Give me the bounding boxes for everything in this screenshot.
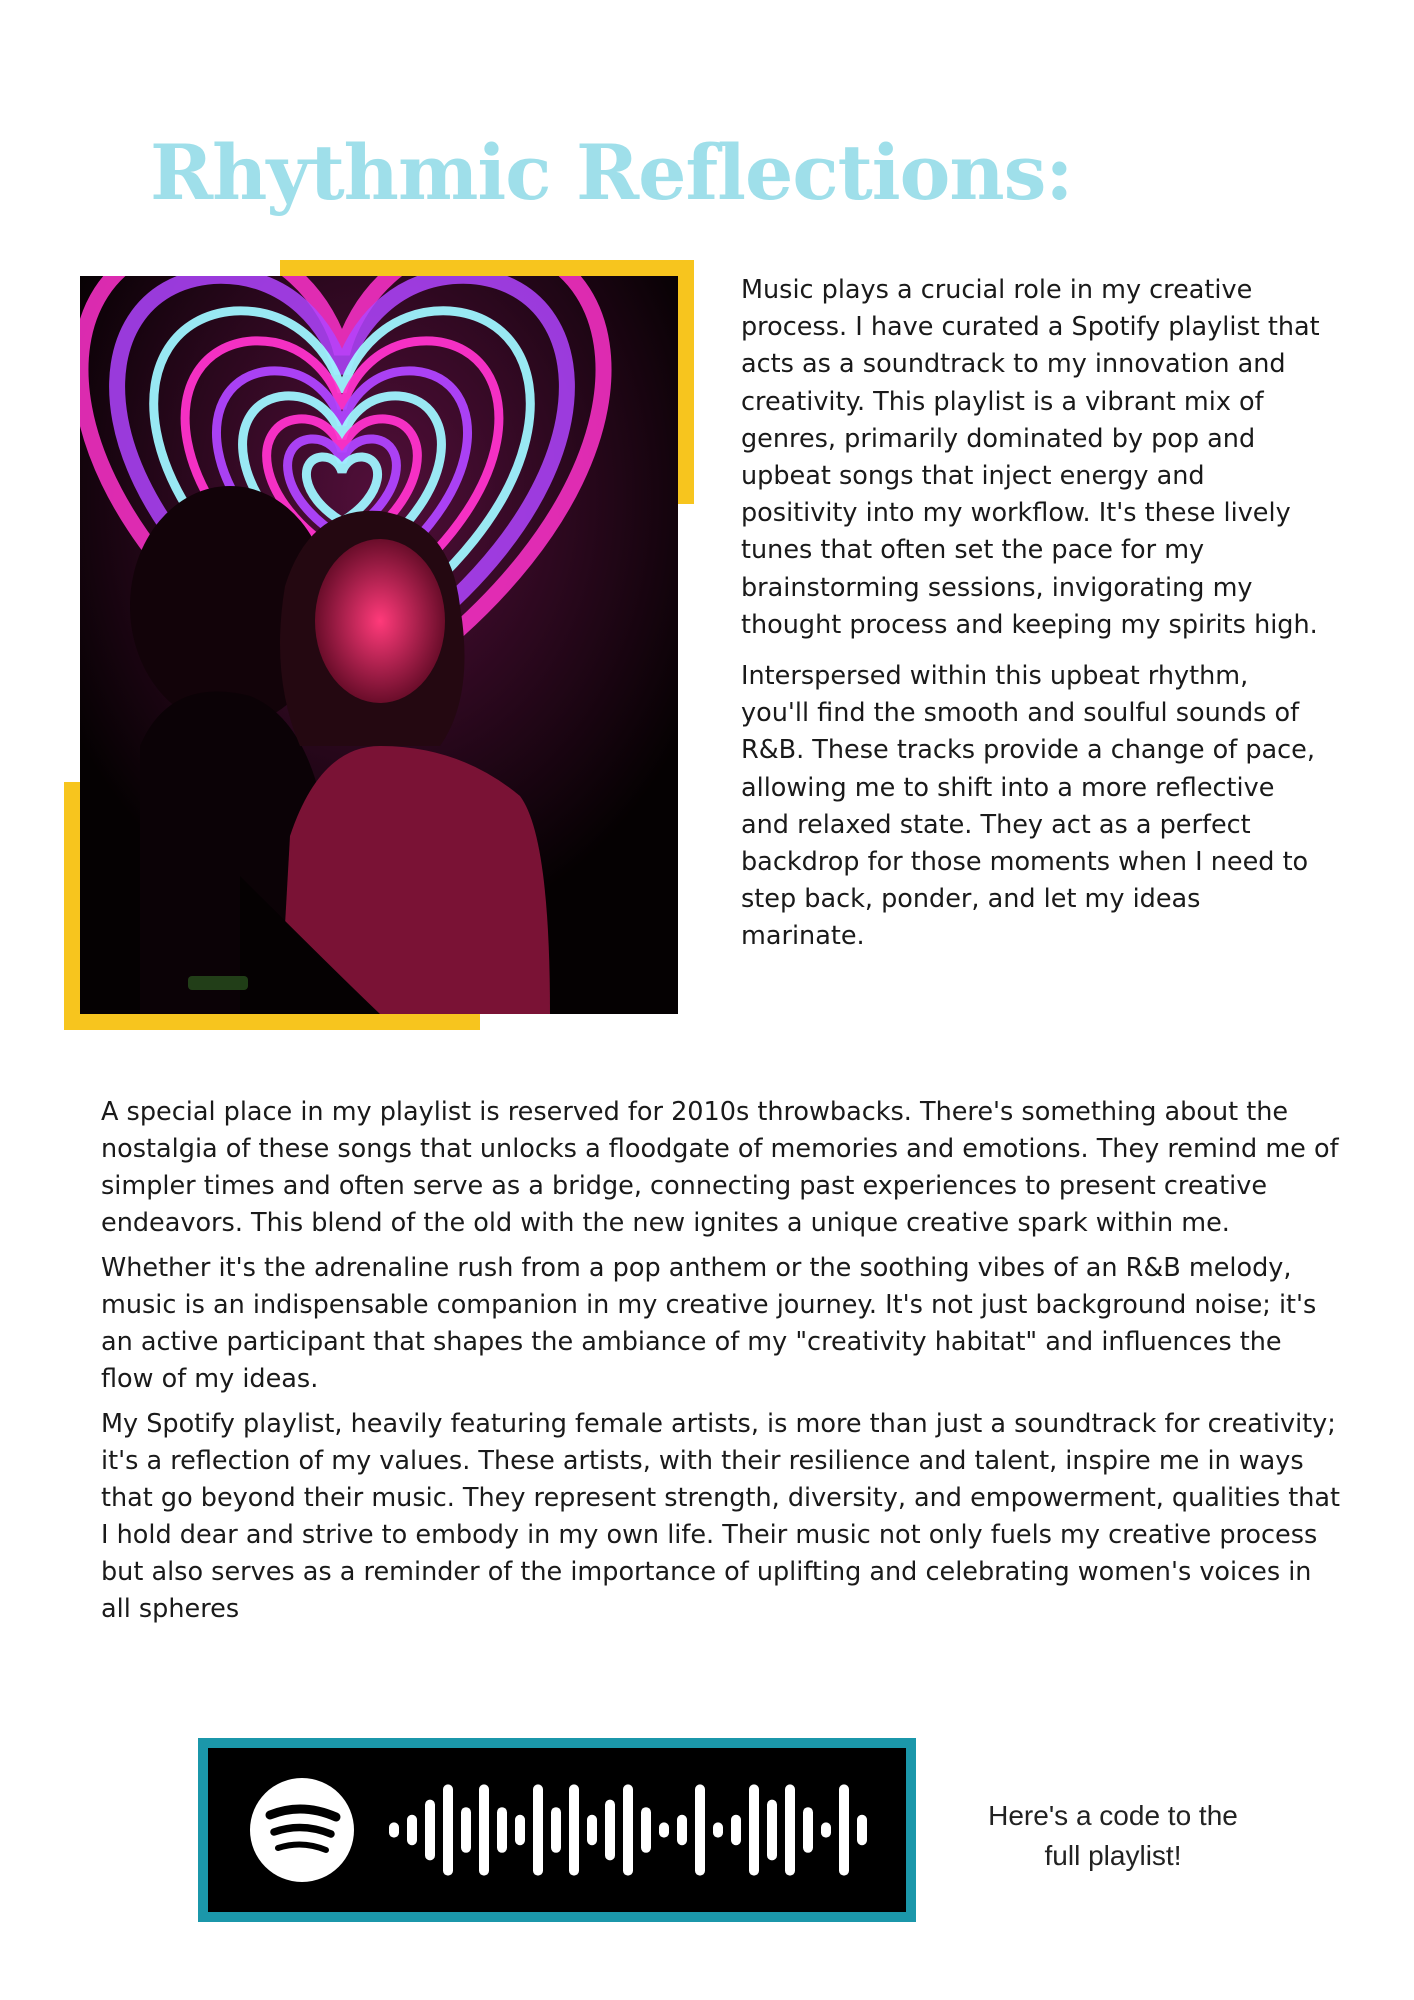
code-bar [623, 1784, 633, 1875]
code-bar [389, 1822, 399, 1837]
code-bar [641, 1807, 651, 1853]
spotify-code[interactable] [198, 1738, 916, 1922]
code-bar [857, 1815, 867, 1845]
code-bar [479, 1784, 489, 1875]
body-paragraph: Whether it's the adrenaline rush from a pop anthem or the soothing vibes of an R&B melody, music is an indispensable companion in my creative journey. It's not just background noise; it's an active participant that shapes the ambiance of my "creativity habitat" and influences the flow of my ideas. [101, 1253, 1317, 1394]
code-bar [713, 1822, 723, 1837]
code-bar [587, 1815, 597, 1845]
code-bar [803, 1807, 813, 1853]
code-bar [731, 1815, 741, 1845]
code-bar [821, 1822, 831, 1837]
face [315, 539, 445, 703]
code-bar [677, 1815, 687, 1845]
code-bar [785, 1784, 795, 1875]
spotify-logo-icon [250, 1778, 354, 1882]
caption-line: full playlist! [1044, 1840, 1182, 1871]
page-title: Rhythmic Reflections: [150, 128, 1073, 217]
code-bar [659, 1822, 669, 1837]
code-bar [839, 1784, 849, 1875]
code-bar [569, 1784, 579, 1875]
code-bar [695, 1784, 705, 1875]
body-paragraph: My Spotify playlist, heavily featuring female artists, is more than just a soundtrack for creativity; it's a reflection of my values. These artists, with their resilience and talent, inspire me in ways that go beyond their music. They represent strength, diversity, and empowerment, qualities that I hold dear and strive to embody in my own life. Their music not only fuels my creative process but also serves as a reminder of the importance of uplifting and celebrating women's voices in all spheres [101, 1409, 1340, 1624]
photo-illustration [80, 276, 678, 1014]
body-paragraph: A special place in my playlist is reserved for 2010s throwbacks. There's something about the nostalgia of these songs that unlocks a floodgate of memories and emotions. They remind me of simpler times and often serve as a bridge, connecting past experiences to present creative endeavors. This blend of the old with the new ignites a unique creative spark within me. [101, 1097, 1339, 1238]
code-bar [749, 1784, 759, 1875]
column-text [741, 272, 1321, 970]
caption-line: Here's a code to the [988, 1800, 1238, 1831]
body-text [101, 1094, 1341, 1636]
code-bar [767, 1800, 777, 1861]
playlist-caption [958, 1796, 1268, 1876]
code-bar [461, 1807, 471, 1853]
code-bar [515, 1815, 525, 1845]
green-light [188, 976, 248, 990]
code-bar [407, 1815, 417, 1845]
column-paragraph: Interspersed within this upbeat rhythm, you'll find the smooth and soulful sounds of R&B. These tracks provide a change of pace, allowing me to shift into a more reflective and relaxed state. They act as a perfect backdrop for those moments when I need to step back, ponder, and let my ideas marinate. [741, 661, 1315, 952]
column-paragraph: Music plays a crucial role in my creative process. I have curated a Spotify playlist that acts as a soundtrack to my innovation and creativity. This playlist is a vibrant mix of genres, primarily dominated by pop and upbeat songs that inject energy and positivity into my workflow. It's these lively tunes that often set the pace for my brainstorming sessions, invigorating my thought process and keeping my spirits high. [741, 275, 1320, 640]
spotify-code-graphic [208, 1748, 906, 1912]
code-bar [497, 1807, 507, 1853]
code-bar [551, 1807, 561, 1853]
code-bar [443, 1784, 453, 1875]
code-bar [533, 1784, 543, 1875]
neon-heart-photo [80, 276, 678, 1014]
code-bar [605, 1800, 615, 1861]
code-bar [425, 1800, 435, 1861]
